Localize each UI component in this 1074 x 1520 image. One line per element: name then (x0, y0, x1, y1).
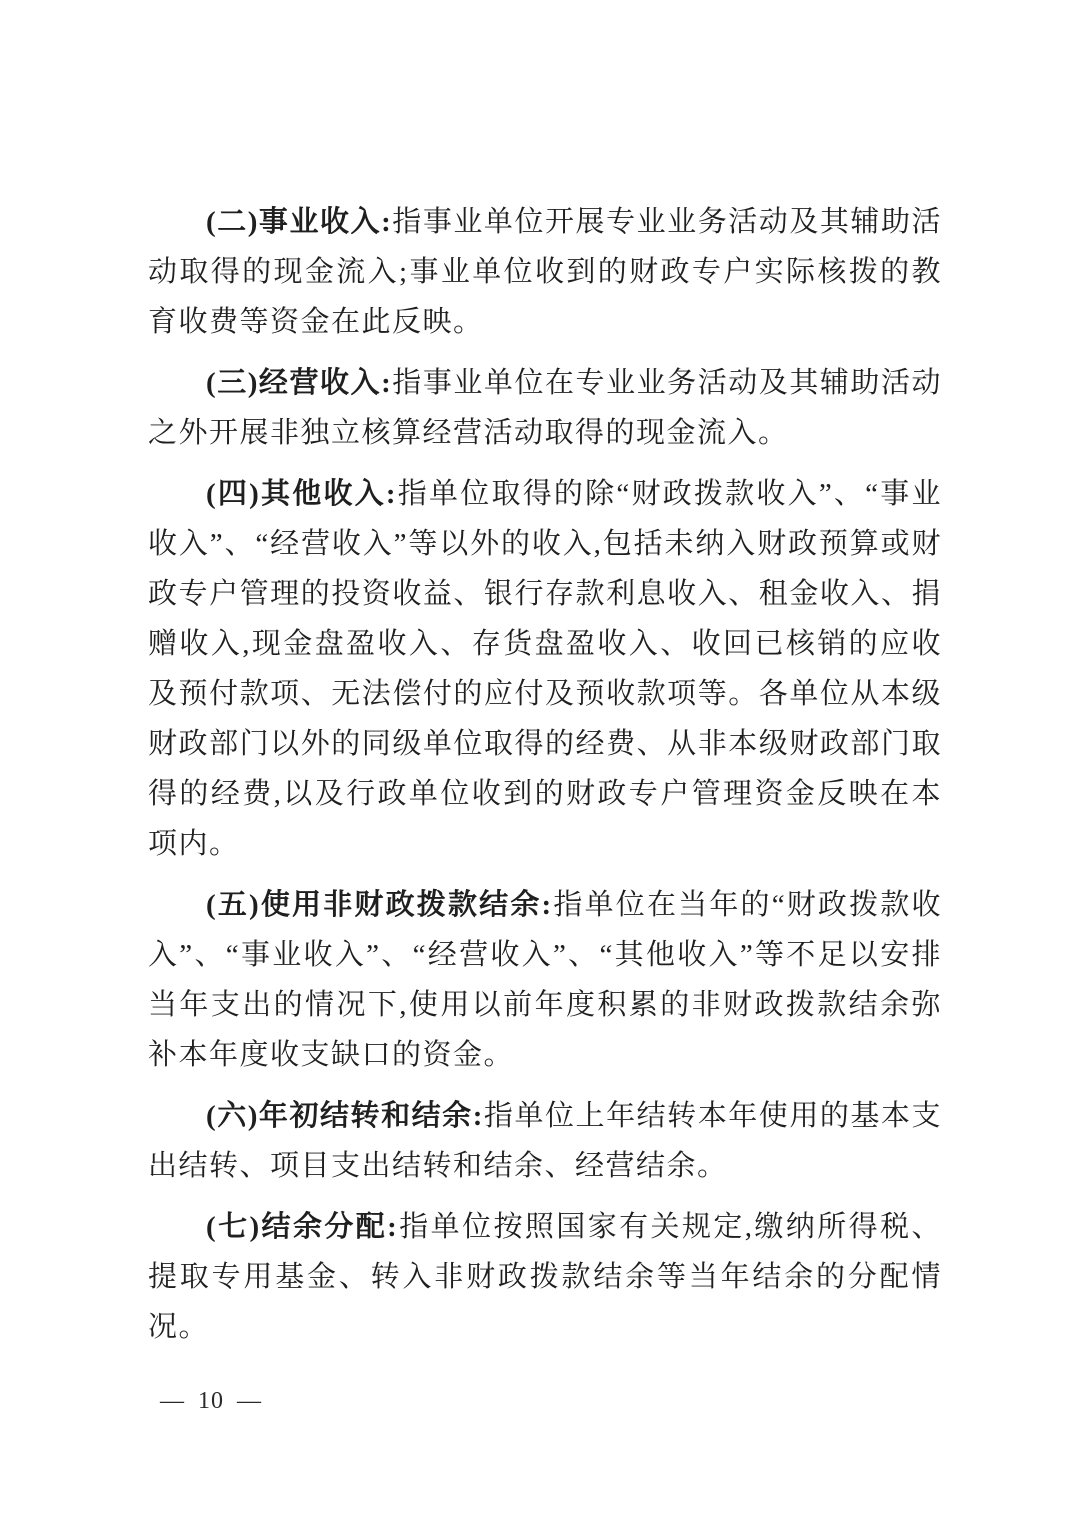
paragraph-body-text: 指单位在当年的“财政拨款收入”、“事业收入”、“经营收入”、“其他收入”等不足以安排当年支出的情况下,使用以前年度积累的非财政拨款结余弥补本年度收支缺口的资金。 (148, 889, 942, 1071)
page-footer (160, 1388, 262, 1415)
paragraph-body-text: 指单位取得的除“财政拨款收入”、“事业收入”、“经营收入”等以外的收入,包括未纳入财政预算或财政专户管理的投资收益、银行存款利息收入、租金收入、捐赠收入,现金盘盈收入、存货盘盈收入、收回已核销的应收及预付款项、无法偿付的应付及预收款项等。各单位从本级财政部门以外的同级单位取得的经费、从非本级财政部门取得的经费,以及行政单位收到的财政专户管理资金反映在本项内。 (148, 478, 942, 860)
paragraph-body-text: 指事业单位在专业业务活动及其辅助活动之外开展非独立核算经营活动取得的现金流入。 (148, 367, 942, 449)
paragraph-body-text: 指单位上年结转本年使用的基本支出结转、项目支出结转和结余、经营结余。 (148, 1100, 942, 1182)
paragraph-label: (四)其他收入: (206, 478, 398, 510)
paragraph-2-shiye-shouru (148, 197, 942, 347)
document-body (148, 197, 942, 1363)
paragraph-label: (七)结余分配: (206, 1211, 399, 1243)
paragraph-body-text: 指单位按照国家有关规定,缴纳所得税、提取专用基金、转入非财政拨款结余等当年结余的分配情况。 (148, 1211, 942, 1343)
paragraph-label: (六)年初结转和结余: (206, 1100, 484, 1132)
paragraph-6-nianchu-jiezhuan-jieyu (148, 1091, 942, 1191)
paragraph-4-qita-shouru (148, 469, 942, 869)
paragraph-label: (三)经营收入: (206, 367, 393, 399)
paragraph-label: (五)使用非财政拨款结余: (206, 889, 553, 921)
paragraph-7-jieyu-fenpei (148, 1202, 942, 1352)
paragraph-5-feicaizheng-bokuan-jieyu (148, 880, 942, 1080)
paragraph-3-jingying-shouru (148, 358, 942, 458)
paragraph-body-text: 指事业单位开展专业业务活动及其辅助活动取得的现金流入;事业单位收到的财政专户实际核拨的教育收费等资金在此反映。 (148, 206, 942, 338)
page-number: — 10 — (160, 1388, 262, 1414)
paragraph-label: (二)事业收入: (206, 206, 393, 238)
